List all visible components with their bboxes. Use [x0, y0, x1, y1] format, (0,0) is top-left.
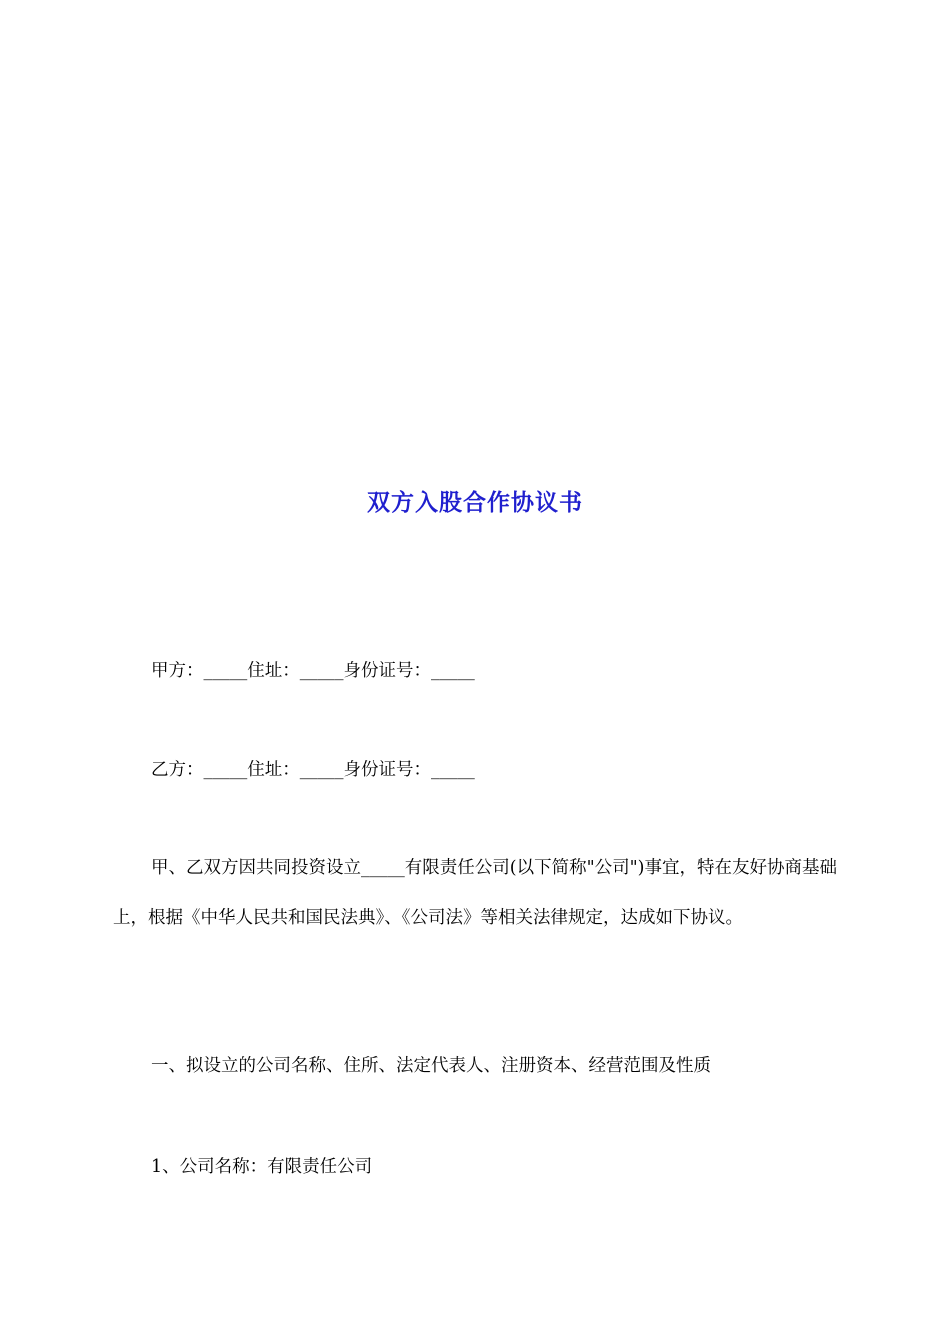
- clause-item-1: 1、公司名称：有限责任公司: [151, 1157, 373, 1177]
- party-a-line: 甲方：_____住址：_____身份证号：_____: [151, 661, 475, 681]
- party-b-line: 乙方：_____住址：_____身份证号：_____: [151, 760, 475, 780]
- section-heading-1: 一、拟设立的公司名称、住所、法定代表人、注册资本、经营范围及性质: [151, 1056, 711, 1076]
- preamble-paragraph: 甲、乙双方因共同投资设立_____有限责任公司(以下简称"公司")事宜，特在友好协商基础上，根据《中华人民共和国民法典》、《公司法》等相关法律规定，达成如下协议。: [113, 858, 838, 928]
- document-title: 双方入股合作协议书: [367, 489, 583, 516]
